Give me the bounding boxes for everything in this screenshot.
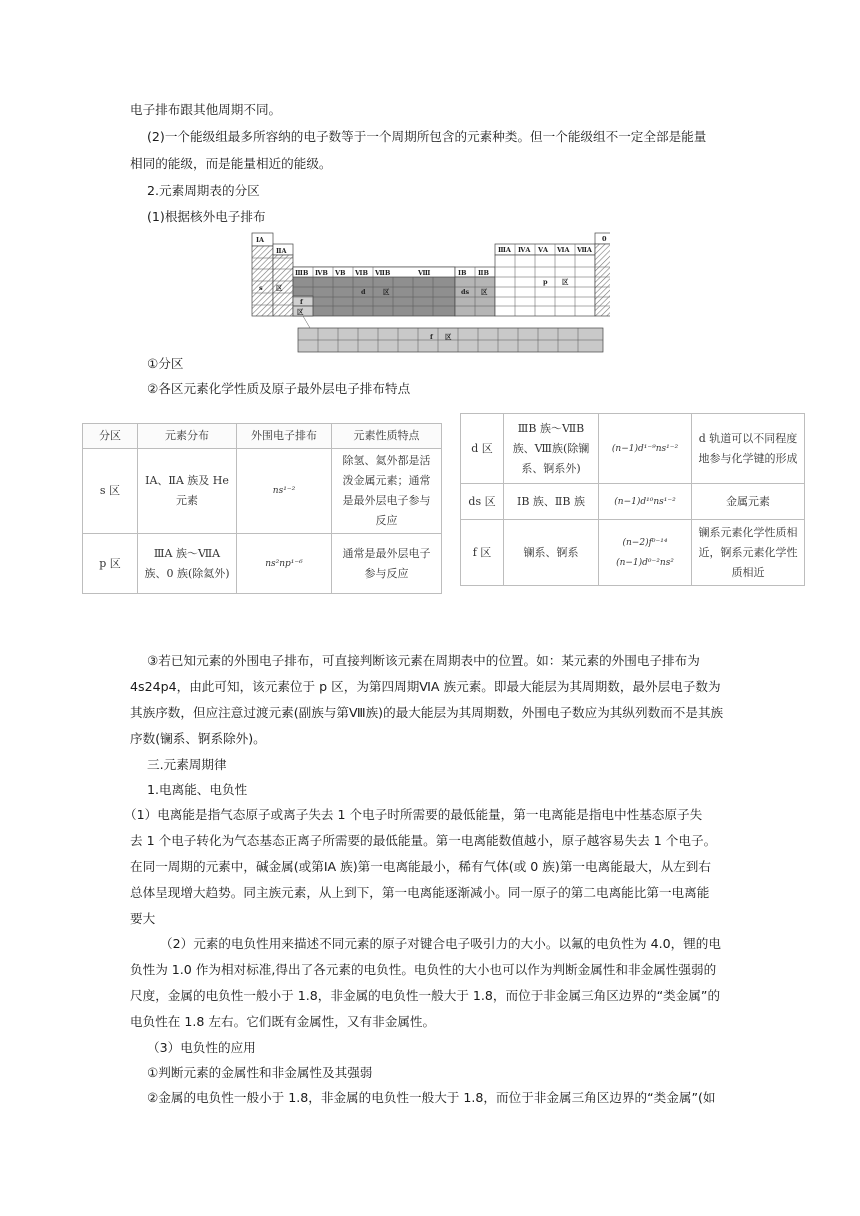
table-cell: ns¹⁻² bbox=[237, 449, 332, 534]
group-label: ⅥA bbox=[557, 246, 570, 254]
paragraph-line: 在同一周期的元素中，碱金属(或第ⅠA 族)第一电离能最小，稀有气体(或 0 族)第一电离能最大，从左到右 bbox=[130, 859, 711, 874]
table-cell: d 区 bbox=[461, 414, 504, 484]
paragraph-line: ③若已知元素的外围电子排布，可直接判断该元素在周期表中的位置。如：某元素的外围电子排布为 bbox=[147, 653, 700, 668]
table-row bbox=[83, 449, 442, 534]
group-label: ⅦA bbox=[577, 246, 592, 254]
block-label: 区 bbox=[297, 308, 304, 316]
section-heading: 三.元素周期律 bbox=[147, 757, 227, 772]
block-label: p bbox=[543, 278, 548, 286]
paragraph-line: 4s24p4，由此可知，该元素位于 p 区，为第四周期ⅥA 族元素。即最大能层为其周期数，最外层电子数为 bbox=[130, 679, 721, 694]
config-line: (n−1)d⁰⁻²ns² bbox=[616, 557, 674, 568]
group-label: ⅠB bbox=[458, 269, 467, 277]
block-label: 区 bbox=[562, 278, 569, 286]
table-cell: ⅠA、ⅡA 族及 He 元素 bbox=[138, 449, 237, 534]
table-row bbox=[461, 484, 805, 520]
subsection-heading: (1)根据核外电子排布 bbox=[147, 209, 266, 224]
paragraph-line: 要大 bbox=[130, 911, 156, 926]
table-header: 元素分布 bbox=[138, 424, 237, 449]
group-label: ⅡB bbox=[478, 269, 489, 277]
table-row bbox=[461, 520, 805, 586]
group-label: ⅦB bbox=[375, 269, 391, 277]
table-cell: f 区 bbox=[461, 520, 504, 586]
paragraph-line: ②金属的电负性一般小于 1.8，非金属的电负性一般大于 1.8，而位于非金属三角区边界的“类金属”(如 bbox=[147, 1090, 716, 1105]
group-label: ⅣB bbox=[315, 269, 328, 277]
table-header: 分区 bbox=[83, 424, 138, 449]
table-cell: (n−1)d¹⁰ns¹⁻² bbox=[599, 484, 692, 520]
group-label: ⅤB bbox=[335, 269, 346, 277]
group-label: ⅢA bbox=[498, 246, 511, 254]
table-cell: 镧系、锕系 bbox=[504, 520, 599, 586]
table-cell: 通常是最外层电子参与反应 bbox=[332, 534, 442, 594]
table-cell: s 区 bbox=[83, 449, 138, 534]
subsection-heading: （3）电负性的应用 bbox=[147, 1040, 256, 1055]
group-label: ⅤA bbox=[538, 246, 549, 254]
paragraph-line: 去 1 个电子转化为气态基态正离子所需要的最低能量。第一电离能数值越小，原子越容易失去 1 个电子。 bbox=[130, 833, 717, 848]
table-cell: ⅢB 族～ⅦB 族、Ⅷ族(除镧系、锕系外) bbox=[504, 414, 599, 484]
block-label: d bbox=[361, 288, 366, 296]
table-header: 元素性质特点 bbox=[332, 424, 442, 449]
block-properties-table-left bbox=[82, 423, 442, 594]
table-cell: ⅢA 族～ⅦA 族、0 族(除氦外) bbox=[138, 534, 237, 594]
block-label: 区 bbox=[481, 288, 488, 296]
table-row bbox=[83, 534, 442, 594]
table-cell: 金属元素 bbox=[692, 484, 805, 520]
table-cell: (n−1)d¹⁻⁹ns¹⁻² bbox=[599, 414, 692, 484]
paragraph-line: 相同的能级，而是能量相近的能级。 bbox=[130, 156, 332, 171]
paragraph-line: (2)一个能级组最多所容纳的电子数等于一个周期所包含的元素种类。但一个能级组不一定全部是能量 bbox=[147, 129, 707, 144]
table-cell: 除氢、氦外都是活泼金属元素；通常是最外层电子参与反应 bbox=[332, 449, 442, 534]
group-label: Ⅷ bbox=[418, 269, 431, 277]
block-label: f bbox=[430, 333, 433, 341]
block-label: ds bbox=[461, 288, 470, 296]
table-cell: 镧系元素化学性质相近，锕系元素化学性质相近 bbox=[692, 520, 805, 586]
paragraph-line: 电子排布跟其他周期不同。 bbox=[130, 102, 282, 117]
paragraph-line: 电负性在 1.8 左右。它们既有金属性，又有非金属性。 bbox=[130, 1014, 436, 1029]
group-label: ⅢB bbox=[295, 269, 309, 277]
paragraph-line: 其族序数，但应注意过渡元素(副族与第Ⅷ族)的最大能层为其周期数，外围电子数应为其纵列数而不是其族 bbox=[130, 705, 724, 720]
paragraph-line: （2）元素的电负性用来描述不同元素的原子对键合电子吸引力的大小。以氟的电负性为 4.0，锂的电 bbox=[160, 936, 721, 951]
caption: ①分区 bbox=[147, 356, 184, 371]
table-cell: ns²np¹⁻⁶ bbox=[237, 534, 332, 594]
group-label: 0 bbox=[602, 235, 607, 243]
table-header: 外围电子排布 bbox=[237, 424, 332, 449]
block-label: 区 bbox=[383, 288, 390, 296]
table-cell: ds 区 bbox=[461, 484, 504, 520]
block-label: f bbox=[300, 298, 303, 306]
group-label: ⅡA bbox=[276, 247, 287, 255]
table-cell bbox=[599, 520, 692, 586]
paragraph-line: 负性为 1.0 作为相对标准,得出了各元素的电负性。电负性的大小也可以作为判断金属性和非金属性强弱的 bbox=[130, 962, 717, 977]
config-line: (n−2)f⁰⁻¹⁴ bbox=[622, 537, 668, 548]
paragraph-line: 尺度，金属的电负性一般小于 1.8，非金属的电负性一般大于 1.8，而位于非金属三角区边界的“类金属”的 bbox=[130, 988, 721, 1003]
block-label: 区 bbox=[276, 284, 283, 292]
table-header-row bbox=[83, 424, 442, 449]
subsection-heading: 1.电离能、电负性 bbox=[147, 782, 248, 797]
table-row bbox=[461, 414, 805, 484]
paragraph-line: 序数(镧系、锕系除外)。 bbox=[130, 731, 266, 746]
paragraph-line: 总体呈现增大趋势。同主族元素，从上到下，第一电离能逐渐减小。同一原子的第二电离能比第一电离能 bbox=[130, 885, 710, 900]
block-label: s bbox=[259, 284, 263, 292]
periodic-table-block-diagram bbox=[250, 231, 610, 356]
caption: ②各区元素化学性质及原子最外层电子排布特点 bbox=[147, 381, 411, 396]
table-cell: d 轨道可以不同程度地参与化学键的形成 bbox=[692, 414, 805, 484]
block-label: 区 bbox=[445, 333, 452, 341]
paragraph-line: （1）电离能是指气态原子或离子失去 1 个电子时所需要的最低能量，第一电离能是指电中性基态原子失 bbox=[124, 807, 703, 822]
paragraph-line: ①判断元素的金属性和非金属性及其强弱 bbox=[147, 1065, 373, 1080]
table-cell: p 区 bbox=[83, 534, 138, 594]
group-label: ⅥB bbox=[355, 269, 368, 277]
group-label: ⅠA bbox=[256, 236, 265, 244]
group-label: ⅣA bbox=[518, 246, 531, 254]
table-cell: ⅠB 族、ⅡB 族 bbox=[504, 484, 599, 520]
block-properties-table-right bbox=[460, 413, 805, 586]
section-heading: 2.元素周期表的分区 bbox=[147, 183, 260, 198]
